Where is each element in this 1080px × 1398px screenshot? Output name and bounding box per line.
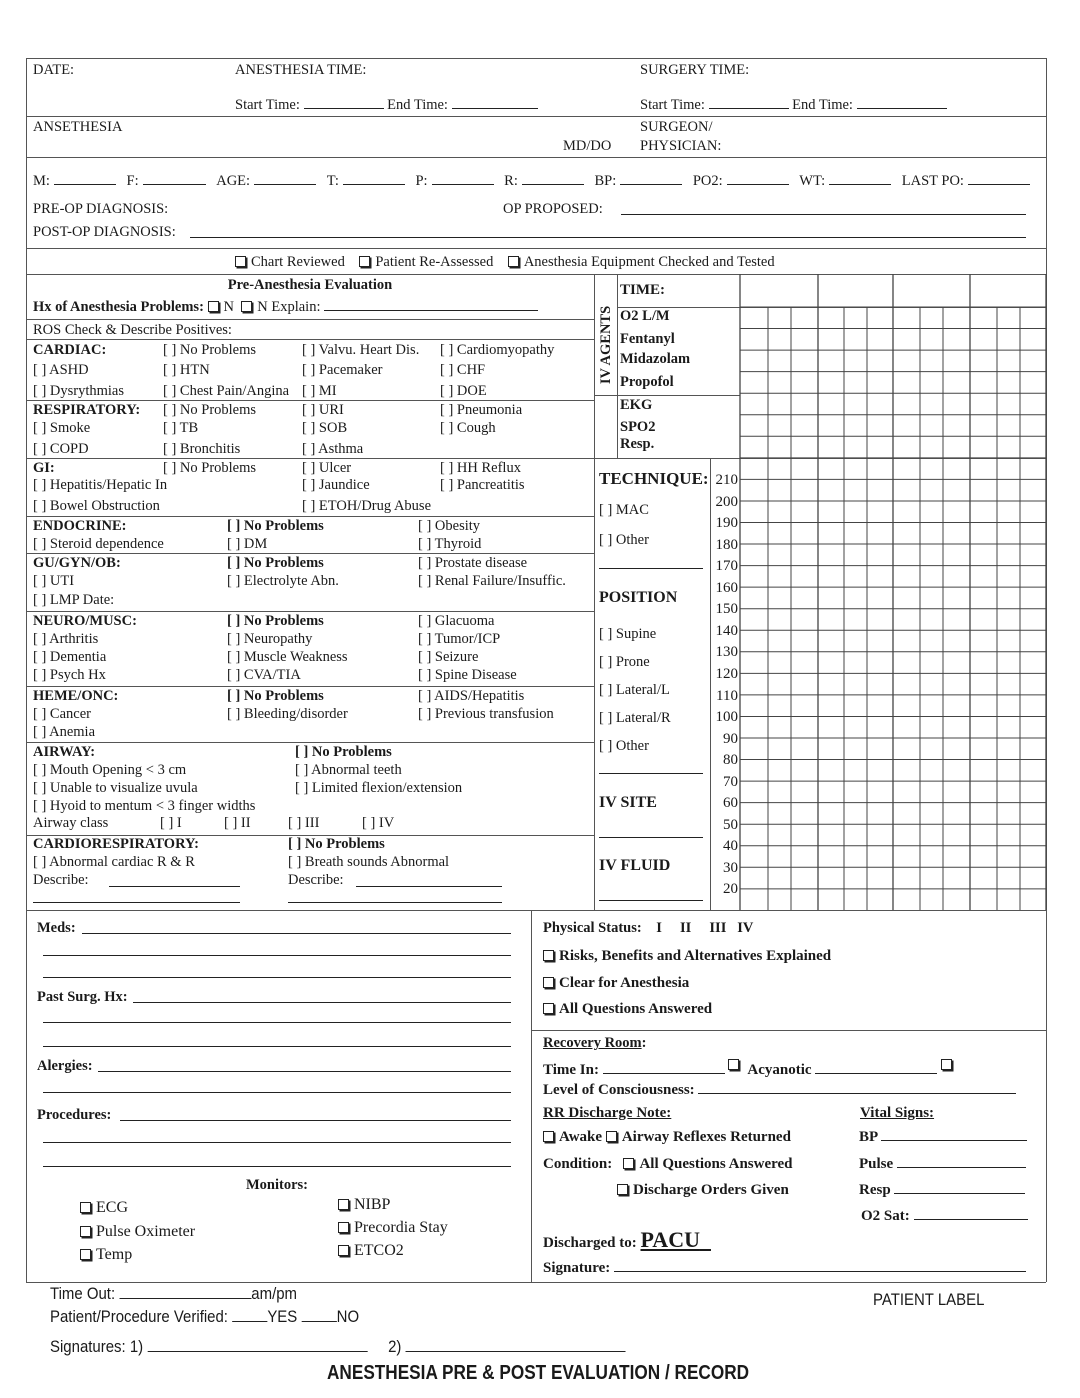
time-label: TIME: (620, 282, 665, 298)
signature-1-field[interactable] (147, 1340, 367, 1352)
signatures-row (50, 1339, 626, 1355)
bp-row (859, 1129, 1027, 1145)
recovery-title: Recovery Room: (543, 1035, 647, 1051)
time-out-label: Time Out: (50, 1284, 116, 1303)
ros-item[interactable]: [ ] HTN (163, 362, 210, 378)
ros-item[interactable]: [ ] Bowel Obstruction (33, 498, 160, 514)
airway-label: Airway Reflexes Returned (621, 1129, 791, 1145)
yes-field[interactable] (232, 1310, 267, 1322)
scale-tick: 120 (715, 665, 738, 682)
o2-label: O2 Sat: (861, 1208, 910, 1224)
history-meds-label: Meds: (37, 920, 76, 936)
checkbox-icon[interactable] (543, 1003, 554, 1014)
condition-label: Condition: (543, 1156, 613, 1172)
ros-item[interactable]: [ ] Dysrythmias (33, 383, 125, 399)
ros-section-title: CARDIORESPIRATORY: (33, 836, 199, 852)
ros-item[interactable]: [ ] DM (227, 536, 268, 552)
history-meds-field[interactable] (82, 933, 511, 934)
orders-row (617, 1182, 789, 1198)
scale-tick: 160 (715, 579, 738, 596)
verified-row (50, 1309, 359, 1325)
ros-item[interactable]: [ ] UTI (33, 573, 75, 589)
history-past_surg-label: Past Surg. Hx: (37, 989, 128, 1005)
ros-item[interactable]: [ ] Valvu. Heart Dis. (302, 342, 420, 358)
form-title: ANESTHESIA PRE & POST EVALUATION / RECORD (327, 1362, 750, 1384)
technique-mac[interactable]: [ ] MAC (599, 502, 649, 518)
class-iv[interactable]: IV (737, 920, 754, 936)
technique-field[interactable] (599, 568, 703, 569)
monitor-label: ETCO2 (354, 1242, 404, 1259)
scale-tick: 200 (715, 493, 738, 510)
checkbox-icon[interactable] (606, 1131, 617, 1142)
scale-tick: 30 (723, 859, 738, 876)
ros-item[interactable]: [ ] Limited flexion/extension (295, 780, 463, 796)
vital-signs-label: Vital Signs: (860, 1105, 935, 1121)
signature-2-label: 2) (388, 1337, 402, 1356)
op-proposed-label: OP PROPOSED: (503, 201, 603, 217)
iv-agents-label: IV AGENTS (598, 305, 614, 385)
iv-site-label: IV SITE (599, 794, 657, 811)
checkbox-icon[interactable] (80, 1226, 91, 1237)
ros-section-title: HEME/ONC: (33, 688, 119, 704)
vital-label: R: (504, 173, 518, 189)
ros-item[interactable]: [ ] III (288, 815, 320, 831)
ros-item[interactable]: [ ] COPD (33, 441, 89, 457)
ros-item[interactable]: [ ] Hepatitis/Hepatic In (33, 477, 168, 493)
scale-tick: 80 (723, 752, 738, 769)
ros-item[interactable]: [ ] TB (163, 420, 199, 436)
ros-item[interactable]: [ ] AIDS/Hepatitis (418, 688, 525, 704)
class-iii[interactable]: III (709, 920, 727, 936)
position-lateral-l[interactable]: [ ] Lateral/L (599, 682, 670, 698)
resp-row (859, 1182, 1025, 1198)
surgeon-label: SURGEON/ (640, 119, 713, 135)
scale-tick: 100 (715, 709, 738, 726)
end-label: End Time: (792, 97, 853, 113)
ros-item[interactable]: [ ] Arthritis (33, 631, 99, 647)
ros-item[interactable]: [ ] No Problems (227, 518, 324, 534)
vital-label: M: (33, 173, 50, 189)
position-label: POSITION (599, 589, 678, 606)
checkbox-icon[interactable] (80, 1249, 91, 1260)
iv-fluid-label: IV FLUID (599, 857, 671, 874)
ros-item[interactable]: [ ] Bleeding/disorder (227, 706, 348, 722)
technique-other[interactable]: [ ] Other (599, 532, 649, 548)
monitor-spo2: SPO2 (620, 419, 656, 435)
surgery-time-label: SURGERY TIME: (640, 62, 750, 78)
history-past_surg-field[interactable] (43, 1022, 511, 1023)
discharged-value[interactable]: PACU (640, 1227, 700, 1252)
history-procedures-label: Procedures: (37, 1107, 112, 1123)
checkbox-icon[interactable] (338, 1222, 349, 1233)
status-check (543, 948, 831, 964)
agent-o2: O2 L/M (620, 308, 670, 324)
ros-item[interactable]: [ ] Electrolyte Abn. (227, 573, 339, 589)
ros-item[interactable]: [ ] Mouth Opening < 3 cm (33, 762, 187, 778)
ros-item[interactable]: [ ] Abnormal teeth (295, 762, 402, 778)
re-assessed-label: Patient Re-Assessed (375, 254, 494, 270)
ros-item[interactable]: [ ] Bronchitis (163, 441, 241, 457)
ros-section-title: GU/GYN/OB: (33, 555, 121, 571)
checkbox-icon[interactable] (80, 1202, 91, 1213)
bp-field[interactable] (881, 1129, 1027, 1141)
ros-section-title: GI: (33, 460, 55, 476)
orders-label: Discharge Orders Given (633, 1182, 789, 1198)
anesthesia-label: ANSETHESIA (33, 119, 123, 135)
scale-tick: 190 (715, 515, 738, 532)
ros-item[interactable]: [ ] Renal Failure/Insuffic. (418, 573, 566, 589)
scale-tick: 130 (715, 644, 738, 661)
history-procedures-field[interactable] (43, 1142, 511, 1143)
physician-label: PHYSICIAN: (640, 138, 722, 154)
ros-item[interactable]: [ ] No Problems (227, 613, 324, 629)
discharged-row (543, 1227, 711, 1252)
scale-tick: 170 (715, 558, 738, 575)
ros-item[interactable]: [ ] HH Reflux (440, 460, 521, 476)
bp-label: BP (859, 1129, 878, 1145)
class-ii[interactable]: II (679, 920, 692, 936)
ros-item[interactable]: [ ] No Problems (163, 460, 257, 476)
scale-tick: 110 (716, 687, 738, 704)
scale-tick: 210 (715, 472, 738, 488)
monitor-resp: Resp. (620, 436, 655, 452)
position-prone[interactable]: [ ] Prone (599, 654, 650, 670)
history-procedures-field[interactable] (43, 1166, 511, 1167)
ros-item[interactable]: [ ] Steroid dependence (33, 536, 164, 552)
vital-label: BP: (594, 173, 617, 189)
anesthesia-time-label: ANESTHESIA TIME: (235, 62, 367, 78)
signature-field[interactable] (614, 1260, 1026, 1272)
consciousness-field[interactable] (698, 1082, 1016, 1094)
ros-item[interactable]: [ ] No Problems (288, 836, 385, 852)
vital-label: T: (326, 173, 339, 189)
ros-item[interactable]: [ ] CVA/TIA (227, 667, 301, 683)
monitor-label: Pulse Oximeter (96, 1223, 196, 1240)
acyanotic-field[interactable] (815, 1062, 937, 1074)
ros-item[interactable]: [ ] Breath sounds Abnormal (288, 854, 450, 870)
scale-tick: 20 (723, 881, 738, 898)
ros-item[interactable]: [ ] Cardiomyopathy (440, 342, 555, 358)
signature-2-field[interactable] (406, 1340, 626, 1352)
end-label: End Time: (387, 97, 448, 113)
awake-row (543, 1129, 791, 1145)
monitor-label: NIBP (354, 1196, 391, 1213)
vital-label: AGE: (216, 173, 251, 189)
resp-label: Resp (859, 1182, 891, 1198)
ros-item[interactable]: [ ] No Problems (227, 555, 324, 571)
awake-label: Awake (559, 1129, 603, 1145)
ros-item[interactable]: [ ] Hyoid to mentum < 3 finger widths (33, 798, 256, 814)
yes-label: YES (267, 1307, 298, 1326)
scale-tick: 90 (723, 730, 738, 747)
checkbox-icon[interactable] (623, 1158, 634, 1169)
signatures-label: Signatures: 1) (50, 1337, 144, 1356)
history-past_surg-field[interactable] (133, 1002, 511, 1003)
scale-tick: 150 (715, 601, 738, 618)
vital-label: P: (415, 173, 428, 189)
ros-item[interactable]: [ ] Psych Hx (33, 667, 106, 683)
o2-field[interactable] (914, 1208, 1028, 1220)
eval-title: Pre-Anesthesia Evaluation (227, 277, 393, 293)
risks-label: Risks, Benefits and Alternatives Explained (559, 948, 832, 964)
ros-item[interactable]: [ ] Dementia (33, 649, 107, 665)
position-lateral-r[interactable]: [ ] Lateral/R (599, 710, 671, 726)
position-supine[interactable]: [ ] Supine (599, 626, 657, 642)
signature-label: Signature: (543, 1260, 611, 1276)
ros-label: ROS Check & Describe Positives: (33, 322, 232, 338)
ampm-label: am/pm (251, 1284, 298, 1303)
ros-item[interactable]: [ ] No Problems (227, 688, 324, 704)
vital-label: F: (126, 173, 139, 189)
post-op-label: POST-OP DIAGNOSIS: (33, 224, 176, 240)
monitor-option[interactable] (80, 1224, 195, 1240)
consciousness-label: Level of Consciousness: (543, 1082, 695, 1098)
resp-field[interactable] (894, 1182, 1025, 1194)
no-label: NO (336, 1307, 360, 1326)
clear-label: Clear for Anesthesia (559, 975, 690, 991)
hx-n: N (223, 299, 235, 315)
hx-explain: N Explain: (257, 299, 321, 315)
time-out-field[interactable] (119, 1287, 251, 1299)
pulse-row (859, 1156, 1026, 1172)
ros-item[interactable]: [ ] Chest Pain/Angina (163, 383, 290, 399)
ros-item[interactable]: [ ] Seizure (418, 649, 479, 665)
signature-row (543, 1260, 1026, 1276)
ros-item[interactable]: [ ] Thyroid (418, 536, 482, 552)
time-in-field[interactable] (603, 1062, 725, 1074)
status-check (543, 1001, 712, 1017)
md-do-label: MD/DO (563, 138, 612, 154)
ros-item[interactable]: [ ] ASHD (33, 362, 89, 378)
rr-note-label: RR Discharge Note: (543, 1105, 672, 1121)
monitors-title: Monitors: (246, 1177, 309, 1193)
questions-label: All Questions Answered (559, 1001, 713, 1017)
checkbox-icon[interactable] (543, 950, 554, 961)
ros-section-title: RESPIRATORY: (33, 402, 141, 418)
ros-item[interactable]: Describe: (288, 872, 344, 888)
monitor-option[interactable] (80, 1247, 132, 1263)
history-past_surg-field[interactable] (43, 1046, 511, 1047)
scale-tick: 180 (715, 536, 738, 553)
verified-label: Patient/Procedure Verified: (50, 1307, 228, 1326)
start-label: Start Time: (640, 97, 705, 113)
checkbox-icon[interactable] (338, 1199, 349, 1210)
monitor-label: Temp (96, 1246, 133, 1263)
scale-tick: 60 (723, 795, 738, 812)
ros-item[interactable]: [ ] I (160, 815, 182, 831)
monitor-option[interactable] (338, 1243, 404, 1259)
history-meds-field[interactable] (43, 955, 511, 956)
ros-item[interactable]: [ ] Tumor/ICP (418, 631, 501, 647)
chart-reviewed-label: Chart Reviewed (251, 254, 345, 270)
recovery-room-label: Recovery Room (543, 1035, 642, 1051)
status-check (543, 975, 689, 991)
vital-label: WT: (799, 173, 826, 189)
monitor-label: ECG (96, 1199, 128, 1216)
ros-item[interactable]: [ ] Ulcer (302, 460, 352, 476)
ros-item[interactable]: [ ] Cancer (33, 706, 91, 722)
ros-item[interactable]: [ ] Muscle Weakness (227, 649, 348, 665)
checkbox-icon[interactable] (728, 1059, 739, 1070)
ros-item[interactable]: [ ] No Problems (163, 402, 257, 418)
scale-tick: 40 (723, 838, 738, 855)
consciousness-row (543, 1082, 1016, 1098)
ros-item[interactable]: [ ] Pneumonia (440, 402, 523, 418)
ros-item[interactable]: Describe: (33, 872, 89, 888)
history-allergies-field[interactable] (43, 1092, 511, 1093)
acyanotic-label: Acyanotic (747, 1062, 812, 1078)
start-label: Start Time: (235, 97, 300, 113)
checkbox-icon[interactable] (543, 1131, 554, 1142)
ros-section-title: CARDIAC: (33, 342, 107, 358)
ros-item[interactable]: [ ] Unable to visualize uvula (33, 780, 198, 796)
monitor-option[interactable] (80, 1200, 128, 1216)
physical-status (543, 920, 753, 936)
ros-item[interactable]: [ ] SOB (302, 420, 348, 436)
time-in-label: Time In: (543, 1062, 599, 1078)
ros-section-title: AIRWAY: (33, 744, 96, 760)
time-in-row (543, 1059, 957, 1078)
ros-item[interactable]: [ ] Prostate disease (418, 555, 528, 571)
physical-status-label: Physical Status: (543, 920, 642, 936)
checkbox-icon[interactable] (543, 977, 554, 988)
ros-item[interactable]: [ ] Asthma (302, 441, 364, 457)
ros-item[interactable]: [ ] Pancreatitis (440, 477, 525, 493)
agent-propofol: Propofol (620, 374, 674, 390)
pulse-label: Pulse (859, 1156, 894, 1172)
agent-fentanyl: Fentanyl (620, 331, 675, 347)
technique-label: TECHNIQUE: (599, 469, 709, 488)
ros-item[interactable]: [ ] IV (362, 815, 395, 831)
history-allergies-label: Alergies: (37, 1058, 93, 1074)
checkbox-icon[interactable] (338, 1245, 349, 1256)
monitor-option[interactable] (338, 1220, 448, 1236)
ros-item[interactable]: [ ] ETOH/Drug Abuse (302, 498, 432, 514)
monitor-ekg: EKG (620, 397, 653, 413)
patient-label: PATIENT LABEL (873, 1290, 985, 1309)
o2-row (861, 1208, 1028, 1224)
ros-item[interactable]: [ ] Abnormal cardiac R & R (33, 854, 195, 870)
ros-section-title: Airway class (33, 815, 109, 831)
position-field[interactable] (599, 773, 703, 774)
ros-item[interactable]: [ ] Pacemaker (302, 362, 383, 378)
iv-fluid-field[interactable] (599, 900, 703, 901)
all-questions-label: All Questions Answered (639, 1156, 793, 1172)
ros-item[interactable]: [ ] MI (302, 383, 337, 399)
ros-item[interactable]: [ ] Obesity (418, 518, 481, 534)
ros-item[interactable]: [ ] LMP Date: (33, 592, 115, 608)
history-allergies-field[interactable] (98, 1071, 511, 1072)
ros-item[interactable]: [ ] Cough (440, 420, 496, 436)
ros-item[interactable]: [ ] II (224, 815, 251, 831)
monitor-label: Precordia Stay (354, 1219, 448, 1236)
ros-item[interactable]: [ ] CHF (440, 362, 486, 378)
ros-item[interactable]: [ ] Spine Disease (418, 667, 517, 683)
discharged-label: Discharged to: (543, 1235, 637, 1251)
scale-tick: 50 (723, 816, 738, 833)
vital-label: PO2: (692, 173, 723, 189)
hx-label: Hx of Anesthesia Problems: (33, 299, 204, 315)
history-meds-field[interactable] (43, 977, 511, 978)
agent-midazolam: Midazolam (620, 351, 691, 367)
ros-item[interactable]: [ ] No Problems (163, 342, 257, 358)
position-other[interactable]: [ ] Other (599, 738, 649, 754)
no-field[interactable] (301, 1310, 336, 1322)
history-procedures-field[interactable] (120, 1120, 511, 1121)
checkbox-icon[interactable] (941, 1059, 952, 1070)
date-label: DATE: (33, 62, 75, 78)
ros-section-title: ENDOCRINE: (33, 518, 127, 534)
iv-site-field[interactable] (599, 837, 703, 838)
ros-item[interactable]: [ ] No Problems (295, 744, 392, 760)
ros-section-title: NEURO/MUSC: (33, 613, 137, 629)
time-out-row (50, 1286, 297, 1302)
ros-item[interactable]: [ ] Smoke (33, 420, 91, 436)
ros-item[interactable]: [ ] Anemia (33, 724, 96, 740)
ros-item[interactable]: [ ] DOE (440, 383, 487, 399)
ros-item[interactable]: [ ] Jaundice (302, 477, 370, 493)
vital-label: LAST PO: (901, 173, 964, 189)
ros-item[interactable]: [ ] URI (302, 402, 344, 418)
checkbox-icon[interactable] (617, 1184, 628, 1195)
scale-tick: 70 (723, 773, 738, 790)
scale-tick: 140 (715, 622, 738, 639)
pre-op-label: PRE-OP DIAGNOSIS: (33, 201, 169, 217)
ros-item[interactable]: [ ] Neuropathy (227, 631, 313, 647)
condition-row (543, 1156, 793, 1172)
monitor-option[interactable] (338, 1197, 390, 1213)
class-i[interactable]: I (656, 920, 662, 936)
ros-item[interactable]: [ ] Previous transfusion (418, 706, 554, 722)
equipment-checked-label: Anesthesia Equipment Checked and Tested (523, 254, 775, 270)
ros-item[interactable]: [ ] Glacuoma (418, 613, 495, 629)
pulse-field[interactable] (897, 1156, 1026, 1168)
